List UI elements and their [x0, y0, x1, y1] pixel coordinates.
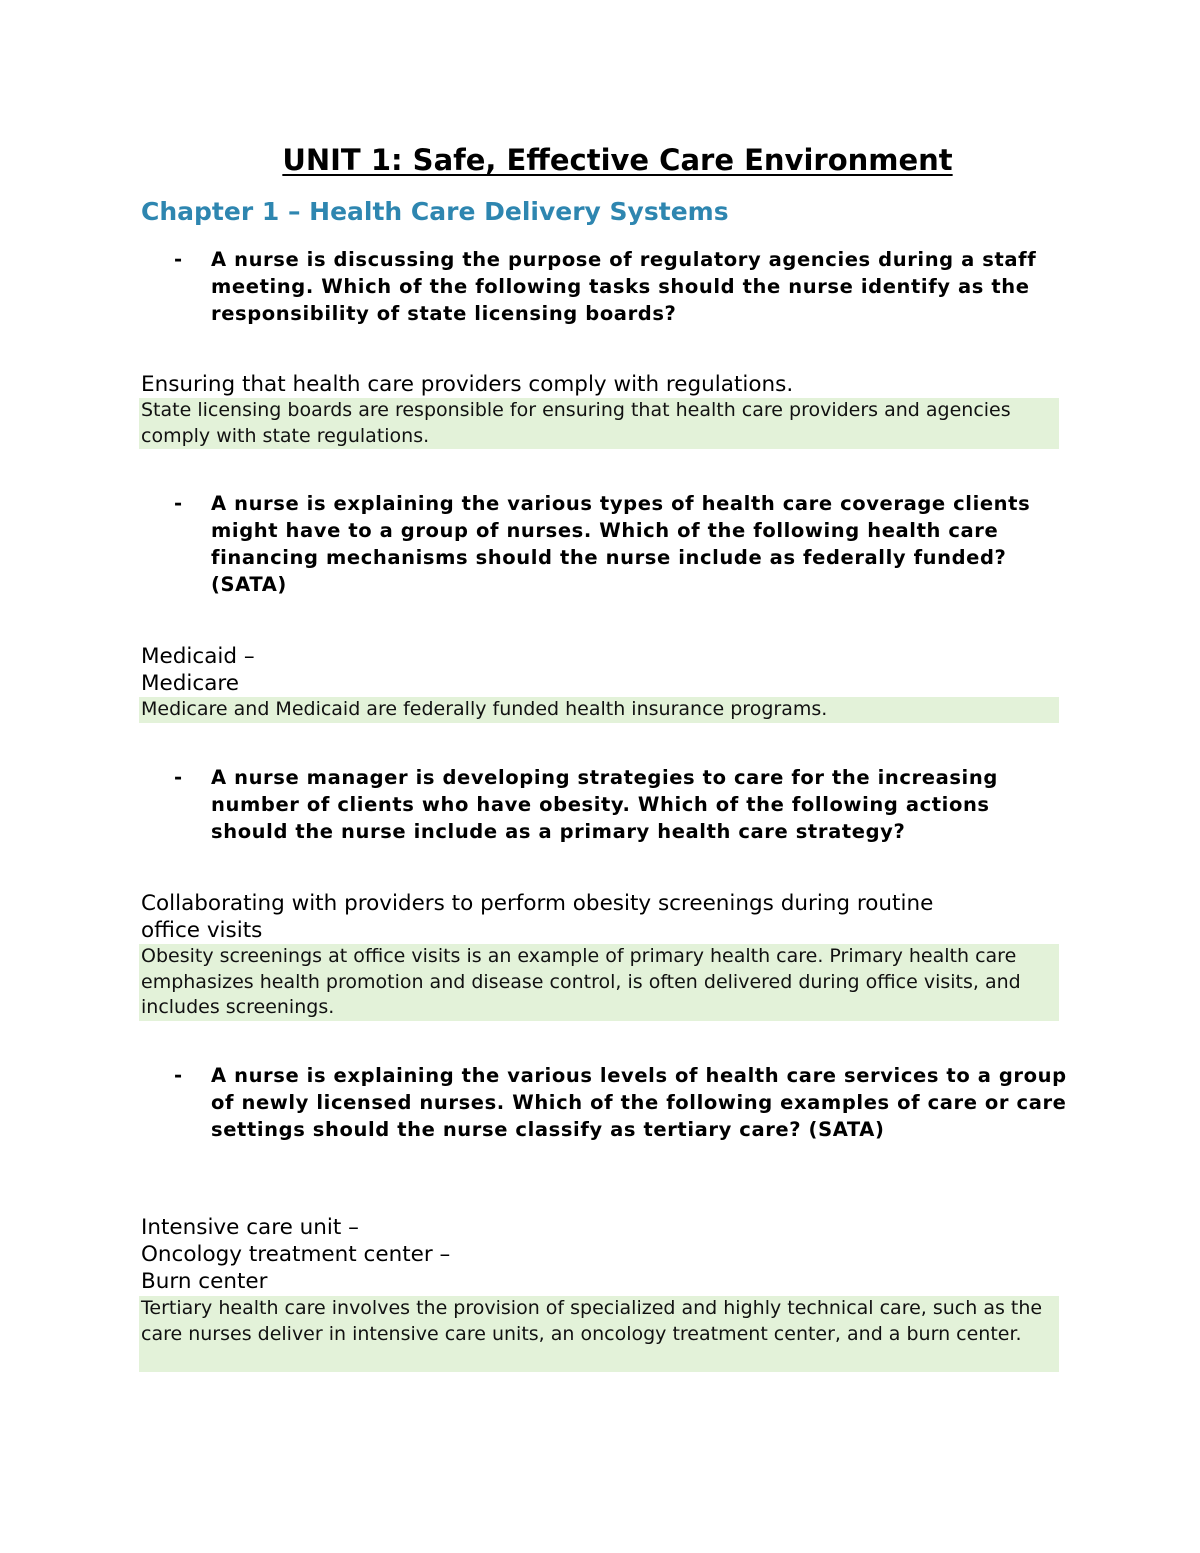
rationale-2: Medicare and Medicaid are federally funded health insurance programs.	[139, 697, 1059, 723]
question-text: A nurse is explaining the various types of health care coverage clients might have to a group of nurses. Which of the following health care financing mechanisms should the nurse include as federally funded? (SATA)	[211, 492, 1031, 596]
question-text: A nurse is discussing the purpose of regulatory agencies during a staff meeting. Which of the following tasks should the nurse identify as the responsibility of state licensing boards?	[211, 248, 1037, 325]
unit-title: UNIT 1: Safe, Effective Care Environment	[282, 143, 953, 177]
question-4	[172, 1062, 1072, 1143]
answer-4	[141, 1214, 1061, 1295]
answer-2	[141, 643, 1061, 697]
chapter-title: Chapter 1 – Health Care Delivery Systems	[141, 197, 729, 226]
question-1	[172, 246, 1072, 327]
answer-line: office visits	[141, 918, 263, 943]
answer-line: Oncology treatment center –	[141, 1242, 451, 1267]
rationale-4: Tertiary health care involves the provision of specialized and highly technical care, such as the care nurses deliver in intensive care units, an oncology treatment center, and a burn center.	[139, 1296, 1059, 1372]
question-text: A nurse is explaining the various levels of health care services to a group of newly licensed nurses. Which of the following examples of care or care settings should the nurse classify as tertiary care? (SATA)	[211, 1064, 1067, 1141]
answer-line: Burn center	[141, 1269, 268, 1294]
question-3	[172, 764, 1072, 845]
answer-3	[141, 890, 1061, 944]
answer-line: Medicaid –	[141, 644, 255, 669]
answer-line: Collaborating with providers to perform obesity screenings during routine	[141, 891, 934, 916]
rationale-3: Obesity screenings at office visits is an example of primary health care. Primary health care emphasizes health promotion and disease control, is often delivered during office visits, and includes screenings.	[139, 944, 1059, 1021]
question-bullet: -	[174, 248, 183, 271]
question-bullet: -	[174, 766, 183, 789]
rationale-1: State licensing boards are responsible for ensuring that health care providers and agencies comply with state regulations.	[139, 398, 1059, 449]
question-text: A nurse manager is developing strategies to care for the increasing number of clients who have obesity. Which of the following actions should the nurse include as a primary health care strategy?	[211, 766, 998, 843]
answer-line: Ensuring that health care providers comply with regulations.	[141, 372, 794, 397]
answer-1	[141, 371, 1061, 398]
question-2	[172, 490, 1072, 598]
answer-line: Intensive care unit –	[141, 1215, 359, 1240]
question-bullet: -	[174, 492, 183, 515]
answer-line: Medicare	[141, 671, 239, 696]
question-bullet: -	[174, 1064, 183, 1087]
